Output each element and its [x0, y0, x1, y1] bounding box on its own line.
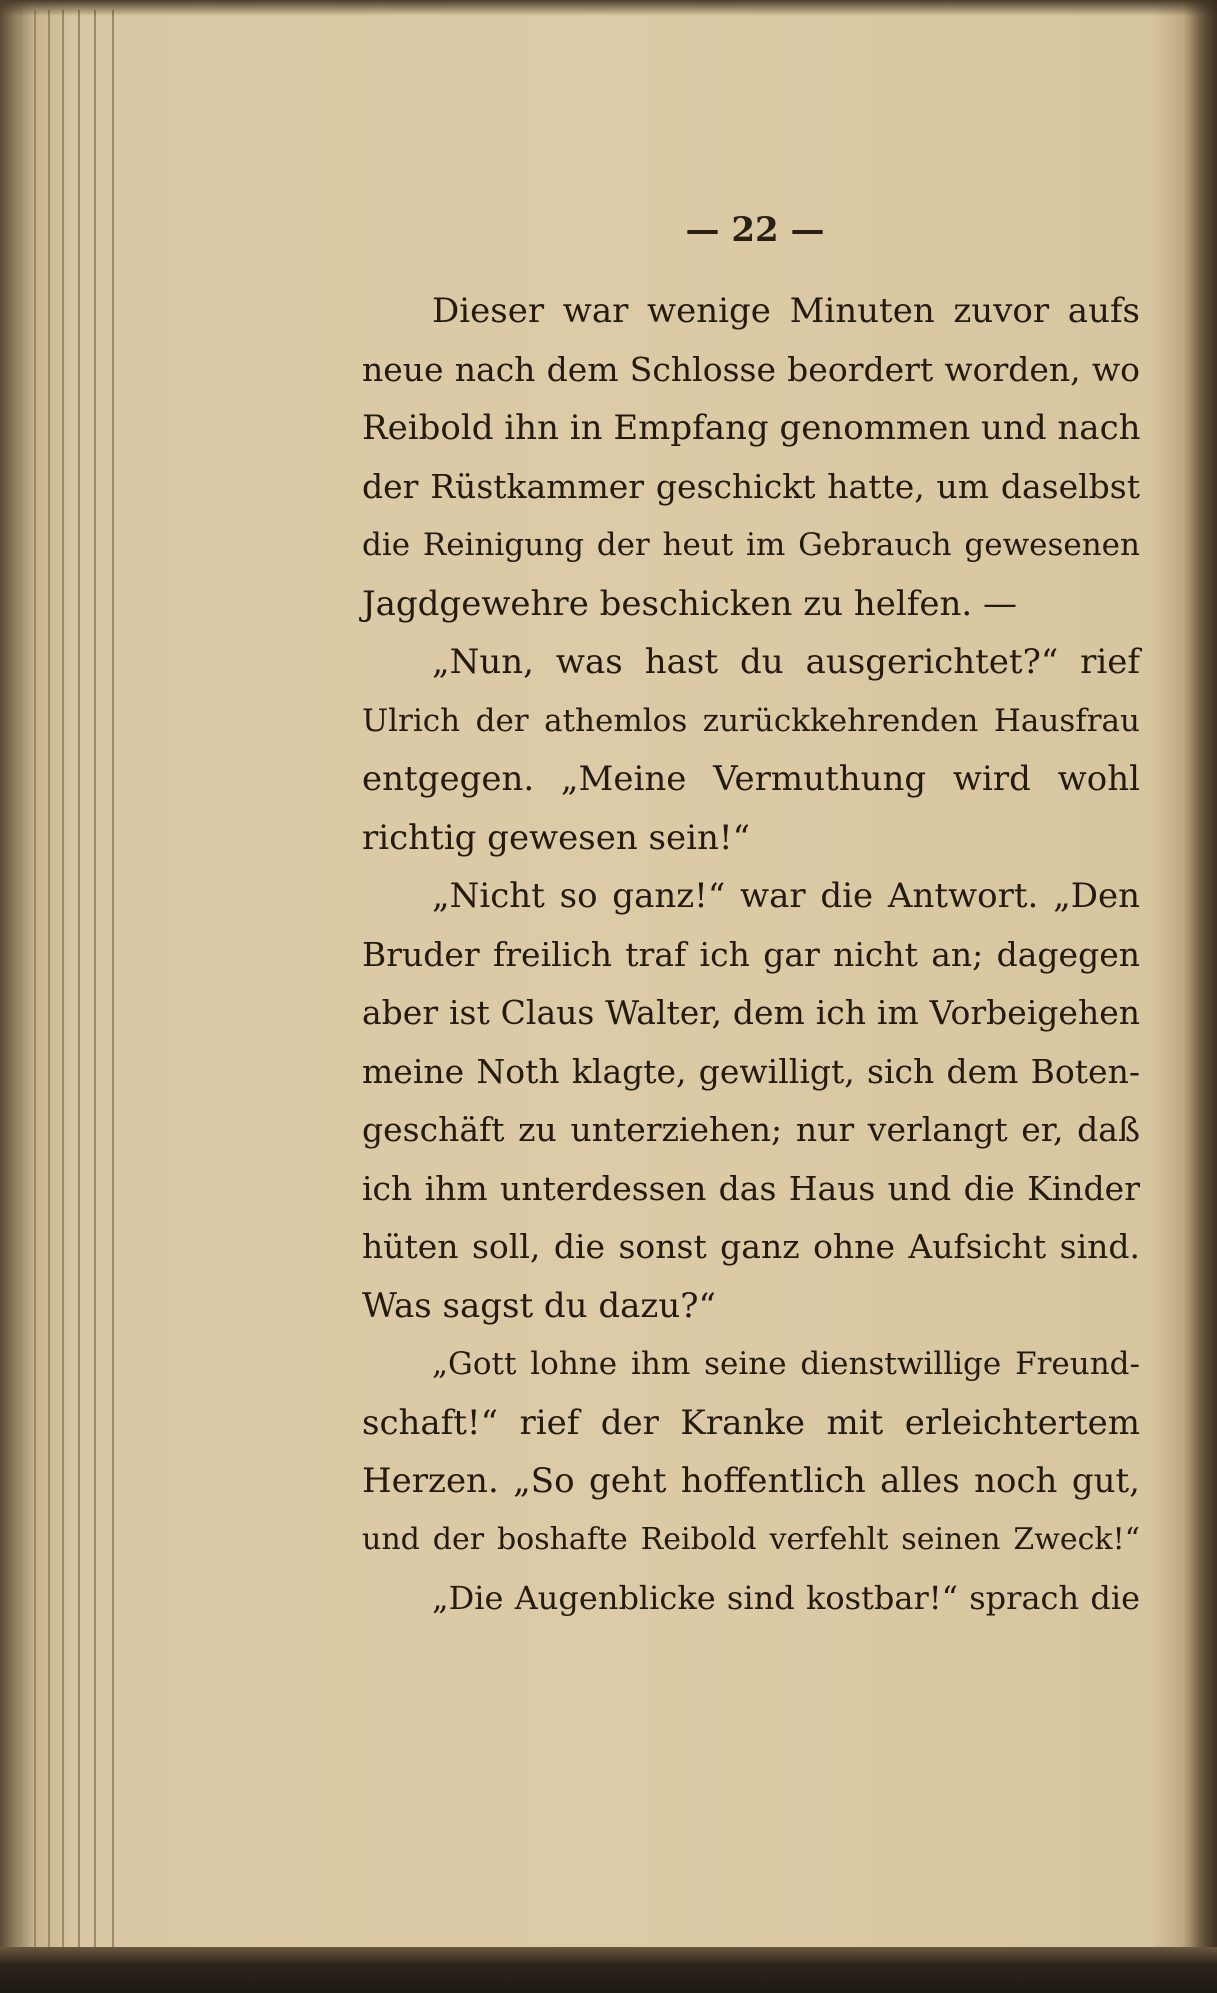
text-line: Herzen. „So geht hoffentlich alles noch gut,: [362, 1461, 1140, 1501]
page-edge: [78, 10, 80, 1973]
page-edge: [48, 10, 50, 1973]
page-number: — 22 —: [685, 210, 825, 250]
text-line: entgegen. „Meine Vermuthung wird wohl: [362, 759, 1140, 799]
text-line: meine Noth klagte, gewilligt, sich dem Boten-: [362, 1051, 1140, 1091]
page-edge: [34, 10, 36, 1973]
body-text: [362, 282, 1140, 1628]
text-line: schaft!“ rief der Kranke mit erleichtertem: [362, 1402, 1140, 1443]
text-line: aber ist Claus Walter, dem ich im Vorbeigehen: [362, 993, 1140, 1032]
text-line: geschäft zu unterziehen; nur verlangt er, daß: [362, 1110, 1140, 1149]
text-line: Ulrich der athemlos zurückkehrenden Hausfrau: [362, 702, 1140, 739]
top-shadow: [0, 0, 1217, 16]
text-line: Jagdgewehre beschicken zu helfen. —: [362, 583, 1017, 624]
text-line: ich ihm unterdessen das Haus und die Kinder: [362, 1168, 1140, 1208]
text-line: Was sagst du dazu?“: [362, 1285, 716, 1326]
text-line: die Reinigung der heut im Gebrauch gewesenen: [362, 527, 1140, 563]
right-shadow: [1183, 0, 1217, 1993]
page-edge: [112, 10, 114, 1973]
text-line: der Rüstkammer geschickt hatte, um daselbst: [362, 466, 1140, 506]
text-line: „Die Augenblicke sind kostbar!“ sprach die: [432, 1579, 1140, 1617]
page-edge: [62, 10, 64, 1973]
text-line: und der boshafte Reibold verfehlt seinen Zweck!“: [362, 1521, 1140, 1557]
text-line: Reibold ihn in Empfang genommen und nach: [362, 408, 1141, 448]
bottom-shadow: [0, 1947, 1217, 1993]
text-line: richtig gewesen sein!“: [362, 817, 750, 858]
text-line: Dieser war wenige Minuten zuvor aufs: [432, 291, 1140, 331]
page-edge: [20, 10, 22, 1973]
text-line: Bruder freilich traf ich gar nicht an; dagegen: [362, 934, 1140, 974]
text-line: hüten soll, die sonst ganz ohne Aufsicht sind.: [362, 1227, 1140, 1266]
text-line: „Nun, was hast du ausgerichtet?“ rief: [432, 642, 1140, 682]
text-line: „Gott lohne ihm seine dienstwillige Freund-: [432, 1346, 1140, 1382]
text-line: neue nach dem Schlosse beordert worden, wo: [362, 349, 1140, 389]
page-edge: [94, 10, 96, 1973]
text-line: „Nicht so ganz!“ war die Antwort. „Den: [432, 876, 1140, 916]
